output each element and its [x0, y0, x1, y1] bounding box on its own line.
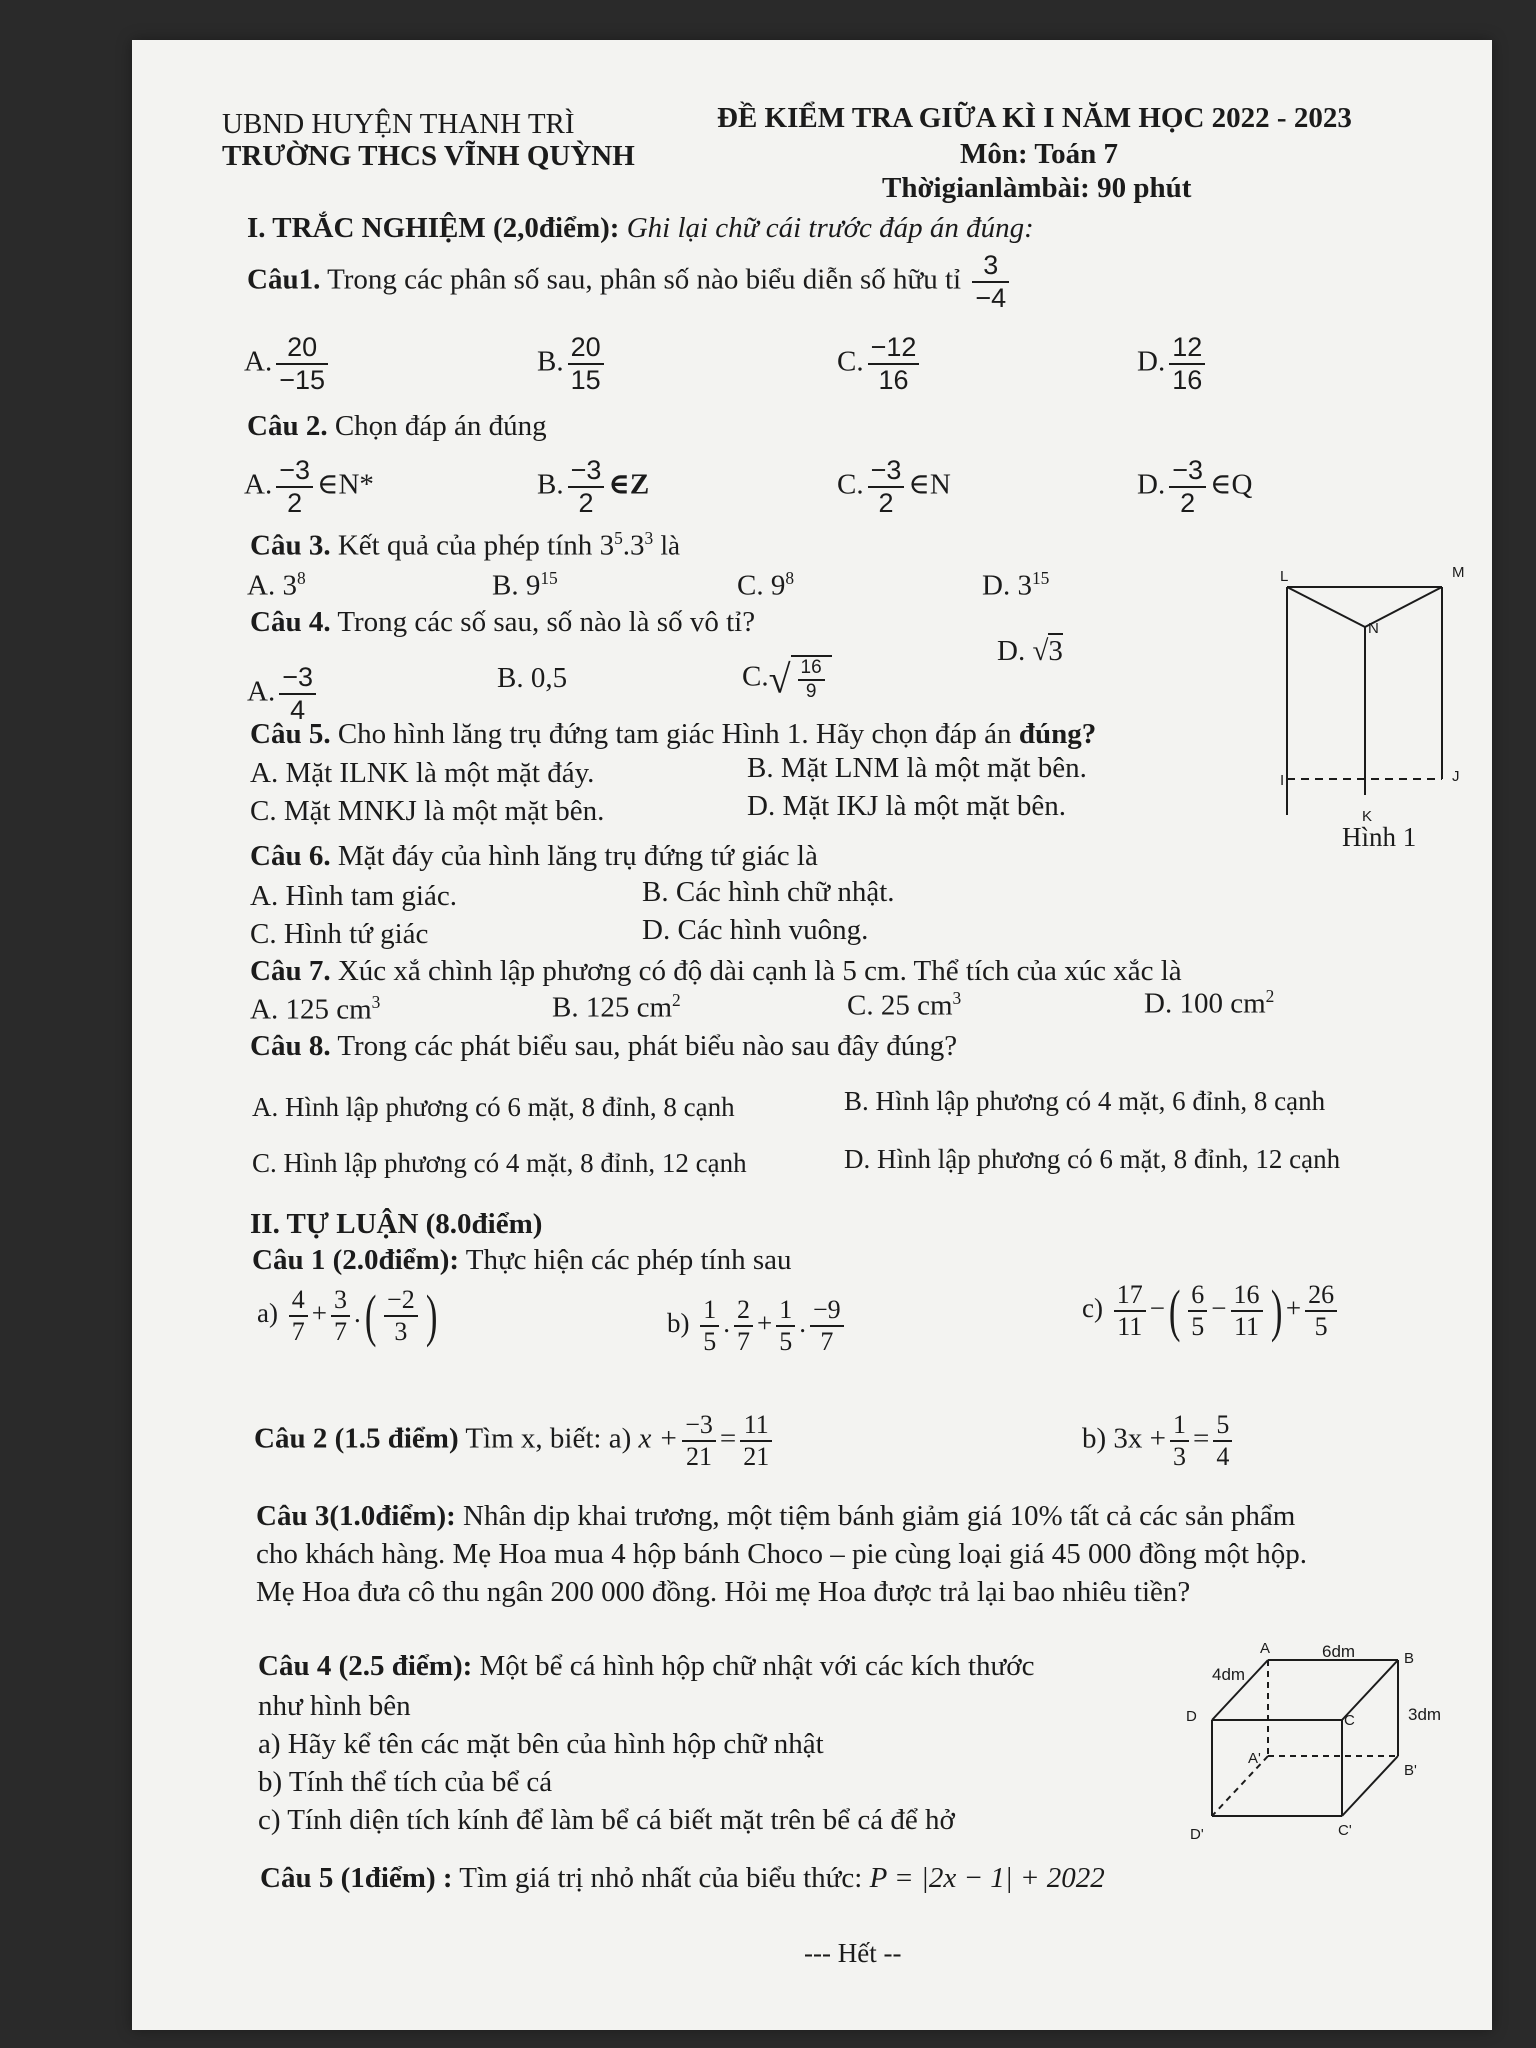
c4-part-c: c) Tính diện tích kính để làm bể cá biết mặt trên bể cá để hở	[258, 1804, 955, 1836]
c1-expr-c: c) $\frac{17}{11}$ −( $\frac{6}{5}$ − $\frac{16}{11}$ ) + $\frac{26}{5}$	[1082, 1280, 1341, 1342]
c5-label: Câu 5 (1điểm) :	[260, 1862, 453, 1894]
part2-title: II. TỰ LUẬN (8.0điểm)	[250, 1208, 543, 1240]
box-label-b: B	[1404, 1650, 1415, 1667]
district-name: UBND HUYỆN THANH TRÌ	[222, 108, 575, 140]
part1-heading	[247, 212, 1034, 245]
c2-expr-b: b) 3x + $\frac{1}{3}$ = $\frac{5}{4}$	[1082, 1410, 1236, 1472]
c2-label: Câu 2 (1.5 điểm)	[254, 1422, 459, 1455]
c5-stem	[260, 1862, 1105, 1895]
q5-option-c: C. Mặt MNKJ là một mặt bên.	[250, 795, 605, 827]
c3-label: Câu 3(1.0điểm):	[256, 1500, 456, 1532]
box-label-a: A	[1260, 1640, 1271, 1657]
box-figure	[1192, 1610, 1432, 1850]
q7-option-a: A. 125 $cm^3$	[250, 992, 381, 1026]
q2-option-d: D. $\frac{-3}{2}$ ∈Q	[1137, 455, 1253, 519]
c2-text: Tìm x, biết:	[465, 1422, 602, 1455]
q6-option-a: A. Hình tam giác.	[250, 880, 457, 912]
prism-label-k: K	[1362, 808, 1373, 825]
figure1-caption: Hình 1	[1342, 822, 1417, 852]
c1-expr-a: a) $\frac{4}{7}$ + $\frac{3}{7}$ .( $\frac{-2}{3}$ )	[257, 1282, 438, 1348]
q2-label: Câu 2.	[247, 410, 328, 442]
q3-stem: Câu 3. Kết quả của phép tính $3^5.3^3$ là	[250, 528, 680, 562]
q4-option-a: A. $\frac{-3}{4}$	[247, 662, 320, 726]
box-label-c-prime: C'	[1338, 1822, 1352, 1839]
q3-option-c: C. $9^8$	[737, 568, 795, 602]
prism-label-n: N	[1368, 620, 1379, 637]
c4-label: Câu 4 (2.5 điểm):	[258, 1650, 473, 1682]
q4-stem	[250, 606, 755, 639]
exam-title: ĐỀ KIỂM TRA GIỮA KÌ I NĂM HỌC 2022 - 2023	[717, 102, 1352, 134]
box-label-3dm: 3dm	[1408, 1705, 1442, 1724]
q7-option-d: D. 100 $cm^2$	[1144, 986, 1275, 1020]
c1-stem	[252, 1244, 792, 1277]
c4-part-a: a) Hãy kể tên các mặt bên của hình hộp chữ nhật	[258, 1728, 824, 1760]
c1-expr-b: b) $\frac{1}{5}$ . $\frac{2}{7}$ + $\frac{1}{5}$ . $\frac{-9}{7}$	[667, 1295, 848, 1357]
q2-option-c: C. $\frac{-3}{2}$ ∈N	[837, 455, 951, 519]
q2-option-b: B. $\frac{-3}{2}$ ∈Z	[537, 455, 650, 519]
box-label-a-prime: A'	[1248, 1750, 1261, 1767]
prism-label-i: I	[1280, 772, 1285, 789]
q4-label: Câu 4.	[250, 606, 331, 638]
q2-text: Chọn đáp án đúng	[334, 410, 547, 442]
q8-option-a: A. Hình lập phương có 6 mặt, 8 đỉnh, 8 cạnh	[252, 1092, 735, 1122]
prism-label-l: L	[1280, 568, 1289, 585]
prism-label-m: M	[1452, 564, 1465, 581]
q7-stem	[250, 955, 1182, 988]
q8-option-c: C. Hình lập phương có 4 mặt, 8 đỉnh, 12 cạnh	[252, 1148, 747, 1178]
prism-label-j: J	[1452, 768, 1460, 785]
c3-line1	[256, 1500, 1295, 1533]
q5-stem: Câu 5. Cho hình lăng trụ đứng tam giác Hình 1. Hãy chọn đáp án đúng?	[250, 718, 1097, 750]
q1-text: Trong các phân số sau, phân số nào biểu diễn số hữu tỉ	[327, 263, 962, 296]
box-label-b-prime: B'	[1404, 1762, 1417, 1779]
prism-figure	[1267, 535, 1467, 815]
q8-option-b: B. Hình lập phương có 4 mặt, 6 đỉnh, 8 cạnh	[844, 1086, 1326, 1116]
c4-line1	[258, 1650, 1034, 1683]
q7-text: Xúc xắ chình lập phương có độ dài cạnh là 5 cm. Thể tích của xúc xắc là	[337, 955, 1182, 987]
box-label-c: C	[1344, 1712, 1355, 1729]
q6-stem	[250, 840, 818, 873]
box-label-d-prime: D'	[1190, 1826, 1204, 1843]
q8-option-d: D. Hình lập phương có 6 mặt, 8 đỉnh, 12 cạnh	[844, 1144, 1341, 1174]
end-marker: --- Hết --	[804, 1938, 902, 1968]
q7-option-b: B. 125 $cm^2$	[552, 990, 681, 1024]
q8-stem	[250, 1030, 957, 1063]
part1-title: I. TRẮC NGHIỆM (2,0điểm):	[247, 212, 620, 244]
q4-text: Trong các số sau, số nào là số vô tỉ?	[337, 606, 756, 638]
q4-option-b: B. 0,5	[497, 662, 568, 694]
q6-option-c: C. Hình tứ giác	[250, 918, 429, 950]
c1-text: Thực hiện các phép tính sau	[465, 1244, 792, 1276]
q1-option-d: D. $\frac{12}{16}$	[1137, 332, 1209, 396]
q5-option-b: B. Mặt LNM là một mặt bên.	[747, 752, 1087, 784]
q3-text: Kết quả của phép tính	[337, 529, 593, 562]
q3-option-b: B. $9^{15}$	[492, 568, 558, 602]
c2-stem: Câu 2 (1.5 điểm) Tìm x, biết: a) x + $\frac{-3}{21}$ = $\frac{11}{21}$	[254, 1410, 776, 1472]
box-label-d: D	[1186, 1708, 1197, 1725]
q5-label: Câu 5.	[250, 718, 331, 750]
c4-line2: như hình bên	[258, 1690, 411, 1722]
q5-option-a: A. Mặt ILNK là một mặt đáy.	[250, 757, 595, 789]
c5-text: Tìm giá trị nhỏ nhất của biểu thức:	[459, 1862, 863, 1894]
q1-stem	[247, 250, 1013, 314]
exam-subject: Môn: Toán 7	[960, 138, 1118, 170]
q6-option-d: D. Các hình vuông.	[642, 914, 869, 946]
exam-paper	[132, 40, 1492, 2030]
c3-line2: cho khách hàng. Mẹ Hoa mua 4 hộp bánh Choco – pie cùng loại giá 45 000 đồng một hộp.	[256, 1538, 1308, 1570]
q4-option-c: C.√ $\frac{16}{9}$	[742, 655, 832, 703]
q6-text: Mặt đáy của hình lăng trụ đứng tứ giác là	[337, 840, 818, 872]
q7-label: Câu 7.	[250, 955, 331, 987]
q3-label: Câu 3.	[250, 529, 331, 562]
exam-duration: Thờigianlàmbài: 90 phút	[882, 172, 1192, 204]
q7-option-c: C. 25 $cm^3$	[847, 988, 962, 1022]
c5-expression: P = |2x − 1| + 2022	[869, 1862, 1105, 1894]
c4-text-1: Một bể cá hình hộp chữ nhật với các kích thước	[479, 1650, 1035, 1682]
q3-option-a: A. $3^8$	[247, 568, 306, 602]
q1-label: Câu1.	[247, 263, 321, 296]
q5-option-d: D. Mặt IKJ là một mặt bên.	[747, 790, 1066, 822]
q3-option-d: D. $3^{15}$	[982, 568, 1050, 602]
box-label-4dm: 4dm	[1212, 1665, 1246, 1684]
c3-line3: Mẹ Hoa đưa cô thu ngân 200 000 đồng. Hỏi mẹ Hoa được trả lại bao nhiêu tiền?	[256, 1576, 1191, 1608]
q6-label: Câu 6.	[250, 840, 331, 872]
q5-text: Cho hình lăng trụ đứng tam giác Hình 1. Hãy chọn đáp án	[337, 718, 1012, 750]
box-label-6dm: 6dm	[1322, 1642, 1356, 1661]
c4-part-b: b) Tính thể tích của bể cá	[258, 1766, 553, 1798]
q2-option-a: A. $\frac{-3}{2}$ ∈N*	[244, 455, 374, 519]
c1-label: Câu 1 (2.0điểm):	[252, 1244, 460, 1276]
q8-label: Câu 8.	[250, 1030, 331, 1062]
c3-text-1: Nhân dịp khai trương, một tiệm bánh giảm giá 10% tất cả các sản phẩm	[463, 1500, 1296, 1532]
q1-fraction: $\frac{3}{-4}$	[972, 250, 1009, 314]
q1-option-a: A. $\frac{20}{-15}$	[244, 332, 332, 396]
q2-stem	[247, 410, 547, 443]
q6-option-b: B. Các hình chữ nhật.	[642, 876, 895, 908]
school-name: TRƯỜNG THCS VĨNH QUỲNH	[222, 140, 635, 172]
q4-option-d: D. √3	[997, 635, 1063, 667]
q1-option-c: C. $\frac{-12}{16}$	[837, 332, 923, 396]
part1-instruction: Ghi lại chữ cái trước đáp án đúng:	[626, 212, 1034, 244]
q8-text: Trong các phát biểu sau, phát biểu nào sau đây đúng?	[337, 1030, 958, 1062]
q1-option-b: B. $\frac{20}{15}$	[537, 332, 608, 396]
